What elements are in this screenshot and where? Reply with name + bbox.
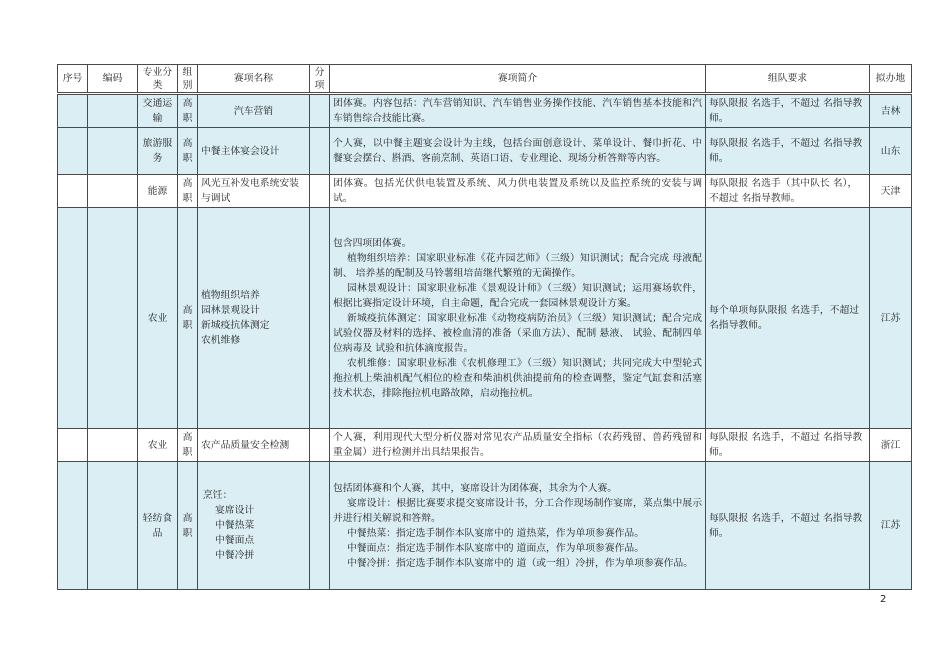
header-name: 赛项名称 (198, 65, 310, 94)
table-row (58, 208, 912, 429)
cell-category: 交通运输 (138, 94, 178, 128)
header-code: 编码 (88, 65, 138, 94)
desc-line: 包含四项团体赛。 (333, 237, 412, 249)
cell-desc (330, 429, 706, 462)
cell-name: 中餐主体宴会设计 (198, 128, 310, 175)
cell-name: 风光互补发电系统安装与调试 (198, 175, 310, 208)
cell-category: 旅游服务 (138, 128, 178, 175)
table-row (58, 462, 912, 590)
desc-line: 农机维修：国家职业标准《农机修理工》（三级）知识测试；共同完成大中型轮式拖拉机上柴油机配气相位的检查和柴油机供油提前角的检查调整，鉴定气缸套和活塞技术状态，排除拖拉机电路故障，启动拖拉机。 (333, 357, 702, 399)
event-name: 宴席设计 (215, 505, 255, 516)
desc-line: 宴席设计：根据比赛要求提交宴席设计书，分工合作现场制作宴席，菜点集中展示并进行相关解说和答辩。 (333, 497, 702, 524)
cell-group: 高职 (178, 128, 198, 175)
cell-code (88, 462, 138, 590)
cell-code (88, 128, 138, 175)
header-category: 专业分类 (138, 65, 178, 94)
table-header-row (58, 65, 912, 94)
desc-line: 团体赛。包括光伏供电装置及系统、风力供电装置及系统以及监控系统的安装与调试。 (333, 178, 702, 204)
cell-code (88, 94, 138, 128)
cell-location: 天津 (870, 175, 912, 208)
cell-code (88, 208, 138, 429)
event-name-title: 烹饪： (203, 490, 233, 501)
cell-index (58, 429, 88, 462)
cell-category: 能源 (138, 175, 178, 208)
event-name: 园林景观设计 (201, 305, 260, 316)
desc-line: 团体赛。内容包括：汽车营销知识、汽车销售业务操作技能、汽车销售基本技能和汽车销售综合技能比赛。 (333, 98, 702, 124)
cell-desc (330, 462, 706, 590)
cell-sub (310, 462, 330, 590)
event-name: 植物组织培养 (201, 290, 260, 301)
cell-location: 山东 (870, 128, 912, 175)
table-row (58, 94, 912, 128)
header-group: 组别 (178, 65, 198, 94)
cell-team: 每队限报 名选手，不超过 名指导教师。 (706, 94, 870, 128)
cell-index (58, 462, 88, 590)
table-row (58, 429, 912, 462)
page-number: 2 (880, 594, 887, 605)
desc-line: 个人赛，利用现代大型分析仪器对常见农产品质量安全指标（农药残留、兽药残留和重金属）进行检测并出具结果报告。 (333, 432, 702, 458)
cell-team: 每队限报 名选手，不超过 名指导教师。 (706, 429, 870, 462)
cell-sub (310, 175, 330, 208)
header-desc: 赛项简介 (330, 65, 706, 94)
desc-line: 中餐面点：指定选手制作本队宴席中的 道面点，作为单项参赛作品。 (347, 542, 645, 554)
header-index: 序号 (58, 65, 88, 94)
event-name: 中餐热菜 (215, 520, 255, 531)
cell-index (58, 175, 88, 208)
cell-team: 每队限报 名选手，不超过 名指导教师。 (706, 128, 870, 175)
event-name: 新城疫抗体测定 (201, 320, 270, 331)
cell-name: 汽车营销 (198, 94, 310, 128)
cell-name (198, 208, 310, 429)
cell-category: 农业 (138, 429, 178, 462)
cell-location: 江苏 (870, 208, 912, 429)
desc-line: 新城疫抗体测定：国家职业标准《动物疫病防治员》（三级）知识测试；配合完成试验仪器及材料的选择、被检血清的准备（采血方法）、配制 悬液、 试验、配制四单位病毒及 试验和抗体滴度报告。 (333, 312, 702, 354)
cell-team: 每队限报 名选手，不超过 名指导教师。 (706, 462, 870, 590)
cell-code (88, 429, 138, 462)
cell-name (198, 462, 310, 590)
cell-sub (310, 128, 330, 175)
cell-index (58, 128, 88, 175)
cell-location: 浙江 (870, 429, 912, 462)
header-sub: 分项 (310, 65, 330, 94)
cell-desc (330, 94, 706, 128)
cell-team: 每个单项每队限报 名选手，不超过 名指导教师。 (706, 208, 870, 429)
desc-line: 中餐冷拼：指定选手制作本队宴席中的 道（或一组）冷拼，作为单项参赛作品。 (347, 557, 694, 569)
cell-sub (310, 94, 330, 128)
header-location: 拟办地 (870, 65, 912, 94)
cell-index (58, 208, 88, 429)
event-name: 农机维修 (201, 335, 241, 346)
cell-group: 高职 (178, 462, 198, 590)
cell-group: 高职 (178, 429, 198, 462)
cell-index (58, 94, 88, 128)
cell-sub (310, 429, 330, 462)
table-row (58, 175, 912, 208)
desc-line: 个人赛，以中餐主题宴会设计为主线，包括台面创意设计、菜单设计、餐巾折花、中餐宴会摆台、斟酒、客前烹制、英语口语、专业理论、现场分析答辩等内容。 (333, 138, 702, 164)
cell-desc (330, 128, 706, 175)
event-name: 中餐面点 (215, 535, 255, 546)
header-team: 组队要求 (706, 65, 870, 94)
desc-line: 包括团体赛和个人赛，其中，宴席设计为团体赛，其余为个人赛。 (333, 482, 618, 494)
table-row (58, 128, 912, 175)
event-name: 中餐冷拼 (215, 550, 255, 561)
desc-line: 园林景观设计：国家职业标准《景观设计师》（三级）知识测试；运用赛场软件，根据比赛指定设计环境，自主命题，配合完成一套园林景观设计方案。 (333, 282, 702, 309)
cell-category: 轻纺食品 (138, 462, 178, 590)
cell-location: 江苏 (870, 462, 912, 590)
desc-line: 植物组织培养：国家职业标准《花卉园艺师》（三级）知识测试；配合完成 母液配制、 培养基的配制及马铃薯组培苗继代繁殖的无菌操作。 (333, 252, 702, 279)
cell-sub (310, 208, 330, 429)
cell-location: 吉林 (870, 94, 912, 128)
cell-group: 高职 (178, 94, 198, 128)
cell-category: 农业 (138, 208, 178, 429)
cell-desc (330, 208, 706, 429)
cell-team: 每队限报 名选手（其中队长 名），不超过 名指导教师。 (706, 175, 870, 208)
desc-line: 中餐热菜：指定选手制作本队宴席中的 道热菜，作为单项参赛作品。 (347, 527, 645, 539)
cell-group: 高职 (178, 208, 198, 429)
cell-name: 农产品质量安全检测 (198, 429, 310, 462)
cell-desc (330, 175, 706, 208)
cell-group: 高职 (178, 175, 198, 208)
competition-table (57, 64, 912, 590)
cell-code (88, 175, 138, 208)
